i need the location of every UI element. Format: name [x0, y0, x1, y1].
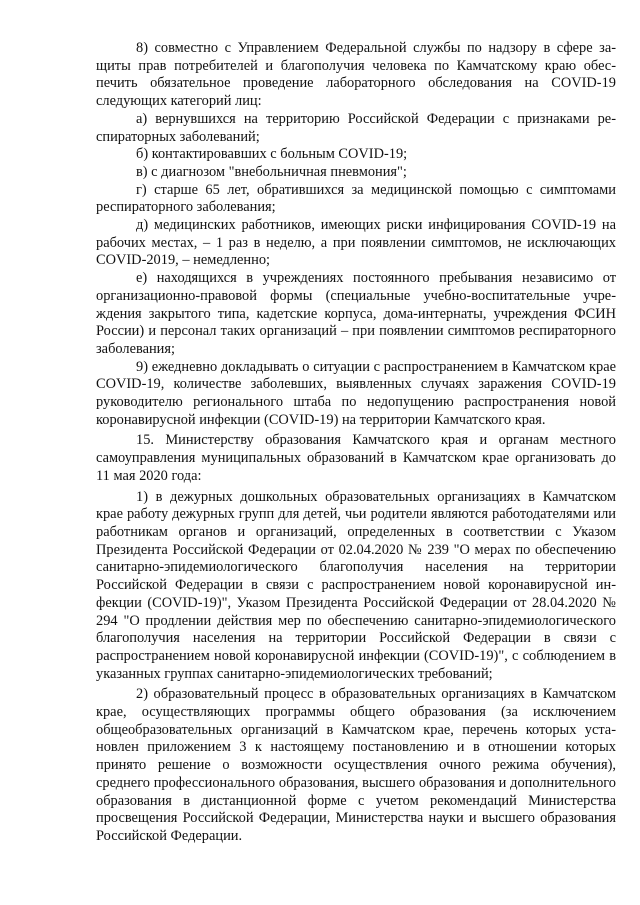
paragraph-9: 9) ежедневно докладывать о ситуации с распространением в Камчатском крае COVID-19, количестве заболевших, выявленных случаях заражения COVID-19 руководителю регионального штаба по недопущению распространения новой коронавирусной инфекции (COVID-19) на территории Камчатского края. — [96, 358, 616, 428]
section-15: 15. Министерству образования Камчатского края и органам местного самоуправления муниципальных образований в Камчатском крае организовать до 11 мая 2020 года: — [96, 432, 616, 484]
paragraph-8: 8) совместно с Управлением Федеральной службы по надзору в сфере защиты прав потребителей и благополучия человека по Камчатскому краю обеспечить обязательное проведение лабораторного обследования на COVID-19 следующих категорий лиц: — [96, 40, 616, 110]
item-15-1: 1) в дежурных дошкольных образовательных организациях в Камчатском крае работу дежурных групп для детей, чьи родители являются работодателями или работникам органов и организаций, определенных в соответствии с Указом Президента Российской Федерации от 02.04.2020 № 239 "О мерах по обеспечению санитарно-эпидемиологического благополучия населения на территории Российской Федерации в связи с распространением новой коронавирусной инфекции (COVID-19)", Указом Президента Российской Федерации от 28.04.2020 № 294 "О продлении действия мер по обеспечению санитарно-эпидемиологического благополучия населения на территории Российской Федерации в связи с распространением новой коронавирусной инфекции (COVID-19)", с соблюдением в указанных группах санитарно-эпидемиологических требований; — [96, 488, 616, 682]
item-15-2: 2) образовательный процесс в образовательных организациях в Камчатском крае, осуществляющих программы общего образования (за исключением общеобразовательных организаций в Камчатском крае, перечень которых установлен приложением 3 к настоящему постановлению и в отношении которых принято решение о возможности осуществления очного режима обучения), среднего профессионального образования, высшего образования и дополнительного образования в дистанционной форме с учетом рекомендаций Министерства просвещения Российской Федерации, Министерства науки и высшего образования Российской Федерации. — [96, 686, 616, 844]
list-item-b: б) контактировавших с больным COVID-19; — [136, 146, 408, 163]
list-item-v: в) с диагнозом "внебольничная пневмония"; — [136, 163, 407, 180]
list-item-d: д) медицинских работников, имеющих риски инфицирования COVID-19 на рабочих местах, – 1 раз в неделю, а при появлении симптомов, не исключающих COVID-2019, – немедленно; — [96, 217, 616, 269]
list-item-g: г) старше 65 лет, обратившихся за медицинской помощью с симптомами респираторного заболевания; — [96, 181, 616, 216]
list-item-a: а) вернувшихся на территорию Российской Федерации с признаками респираторных заболеваний; — [96, 110, 616, 145]
list-item-e: е) находящихся в учреждениях постоянного пребывания независимо от организационно-правовой формы (специальные учебно-воспитательные учреждения закрытого типа, кадетские корпуса, дома-интернаты, учреждения ФСИН России) и персонал таких организаций – при появлении симптомов респираторного заболевания; — [96, 270, 616, 357]
document-page — [96, 40, 616, 846]
